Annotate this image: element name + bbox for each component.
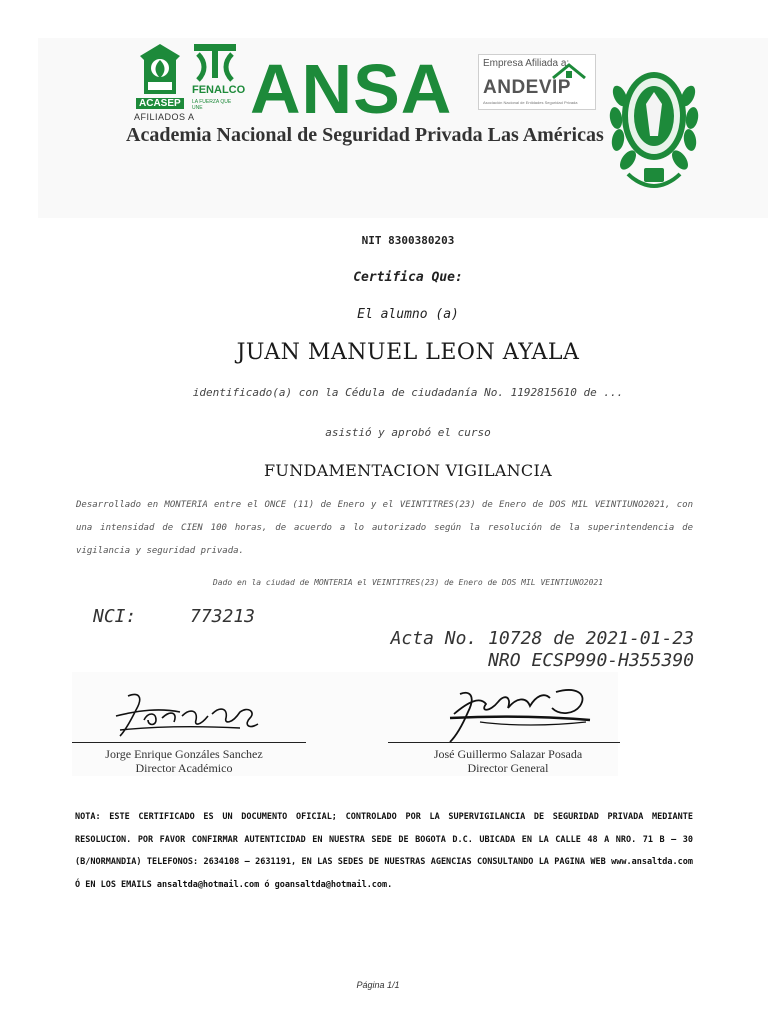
academy-name: Academia Nacional de Seguridad Privada Las Américas [126,124,604,146]
fenalco-logo [192,42,246,112]
andevip-affiliate-label: Empresa Afiliada a: [483,58,570,69]
signature-academic-director [100,686,270,742]
signature-line-left [72,742,306,743]
nro-code: NRO ECSP990-H355390 [488,650,694,671]
acasep-logo [136,42,184,112]
certifica-heading: Certifica Que: [353,270,463,285]
general-director-title: Director General [467,761,549,775]
acasep-label: ACASEP [136,98,184,109]
ansa-brand: ANSA [250,50,453,128]
page-number: Página 1/1 [356,980,400,990]
acasep-emblem-icon [136,42,184,100]
academic-director-name: Jorge Enrique Gonzáles Sanchez [105,747,263,761]
alumno-label: El alumno (a) [357,307,459,322]
course-description: Desarrollado en MONTERIA entre el ONCE (11) de Enero y el VEINTITRES(23) de Enero de DOS MIL VEINTIUNO2021, con una intensidad de CIEN 100 horas, de acuerdo a lo autorizado según la resolución de la superintendencia de vigilancia y seguridad privada. [76,500,693,556]
laurel-seal-icon [606,56,702,196]
student-name: JUAN MANUEL LEON AYALA [236,340,580,365]
academic-director-title: Director Académico [135,761,233,775]
general-director-name: José Guillermo Salazar Posada [433,747,583,761]
fenalco-label: FENALCO [192,84,246,96]
acta-number: Acta No. 10728 de 2021-01-23 [390,628,694,649]
signature-general-director [420,682,600,748]
issue-date-line: Dado en la ciudad de MONTERIA el VEINTITRES(23) de Enero de DOS MIL VEINTIUNO2021 [212,578,604,587]
afiliados-label: AFILIADOS A [134,112,195,122]
official-note: NOTA: ESTE CERTIFICADO ES UN DOCUMENTO OFICIAL; CONTROLADO POR LA SUPERVIGILANCIA DE SEGURIDAD PRIVADA MEDIANTE RESOLUCION. POR FAVOR CONFIRMAR AUTENTICIDAD EN NUESTRA SEDE DE BOGOTA D.C. UBICADA EN LA CALLE 48 A NRO. 71 B – 30 (B/NORMANDIA) TELEFONOS: 2634108 – 2631191, EN LAS SEDES DE NUESTRAS AGENCIAS CONSULTANDO LA PAGINA WEB www.ansaltda.com Ó EN LOS EMAILS ansaltda@hotmail.com ó goansaltda@hotmail.com. [75,812,693,890]
andevip-subtitle: Asociación Nacional de Entidades Seguridad Privada [483,100,578,105]
nit-number: NIT 8300380203 [361,234,455,247]
fenalco-emblem-icon [192,42,238,82]
nci-label: NCI: [93,606,137,627]
andevip-name: ANDEVIP [483,77,571,98]
course-name: FUNDAMENTACION VIGILANCIA [264,461,552,480]
signature-line-right [388,742,620,743]
andevip-logo [478,54,596,110]
identification-line: identificado(a) con la Cédula de ciudadanía No. 1192815610 de ... [192,386,624,399]
nci-value: 773213 [190,606,256,627]
fenalco-tagline: LA FUERZA QUE UNE [192,99,232,111]
attended-line: asistió y aprobó el curso [325,426,491,439]
